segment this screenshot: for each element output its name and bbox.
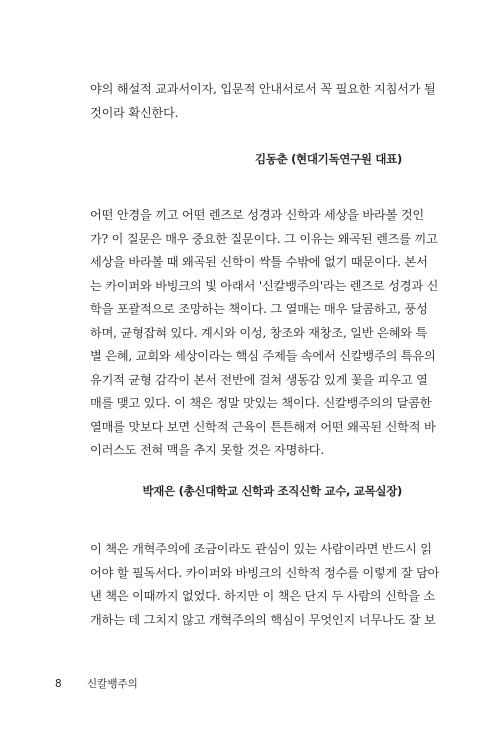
- text-line: 이러스도 전혀 맥을 추지 못할 것은 자명하다.: [90, 443, 325, 457]
- text-line: 세상을 바라볼 때 왜곡된 신학이 싹틀 수밖에 없기 때문이다. 본서: [90, 255, 428, 269]
- page-footer: [55, 676, 138, 691]
- text-line: 개하는 데 그치지 않고 개혁주의의 핵심이 무엇인지 너무나도 잘 보: [90, 612, 436, 627]
- endorser-signature-1: 김동춘 (현대기독연구원 대표): [254, 152, 402, 166]
- text-line: 낸 책은 이때까지 없었다. 하지만 이 책은 단지 두 사람의 신학을 소: [90, 589, 435, 603]
- text-line: 학을 포괄적으로 조망하는 책이다. 그 열매는 매우 달콤하고, 풍성: [90, 302, 428, 316]
- text-line: 야의 해설적 교과서이자, 입문적 안내서로서 꼭 필요한 지침서가 될: [90, 82, 436, 96]
- text-line: 것이라 확신한다.: [90, 105, 179, 120]
- text-line: 매를 맺고 있다. 이 책은 정말 맛있는 책이다. 신칼뱅주의의 달콤한: [90, 396, 432, 410]
- intro-paragraph: [90, 78, 436, 125]
- text-line: 이 책은 개혁주의에 조금이라도 관심이 있는 사람이라면 반드시 읽: [90, 542, 432, 556]
- text-line: 열매를 맛보다 보면 신학적 근육이 튼튼해져 어떤 왜곡된 신학적 바: [90, 419, 436, 434]
- text-line: 어야 할 필독서다. 카이퍼와 바빙크의 신학적 정수를 이렇게 잘 담아: [90, 565, 440, 580]
- text-line: 하며, 균형잡혀 있다. 계시와 이성, 창조와 재창조, 일반 은혜와 특: [90, 325, 428, 340]
- text-line: 는 카이퍼와 바빙크의 빛 아래서 '신칼뱅주의'라는 렌즈로 성경과 신: [90, 278, 439, 293]
- page-number: 8: [55, 678, 62, 690]
- text-line: 별 은혜, 교회와 세상이라는 핵심 주제들 속에서 신칼뱅주의 특유의: [90, 349, 436, 363]
- endorsement-paragraph-3: [90, 538, 440, 632]
- text-line: 가? 이 질문은 매우 중요한 질문이다. 그 이유는 왜곡된 렌즈를 끼고: [90, 231, 438, 246]
- text-line: 어떤 안경을 끼고 어떤 렌즈로 성경과 신학과 세상을 바라볼 것인: [90, 208, 424, 222]
- running-title: 신칼뱅주의: [87, 678, 138, 690]
- endorsement-paragraph-2: [90, 204, 439, 463]
- text-line: 유기적 균형 감각이 본서 전반에 걸쳐 생동감 있게 꽃을 피우고 열: [90, 372, 428, 387]
- endorser-signature-2: 박재은 (총신대학교 신학과 조직신학 교수, 교목실장): [142, 484, 402, 498]
